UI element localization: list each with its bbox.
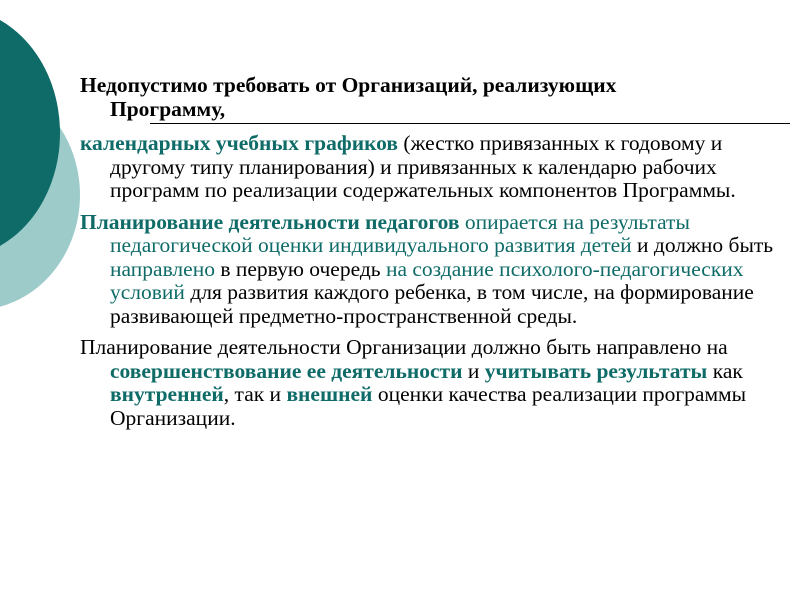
heading-line2: Программу, bbox=[110, 96, 226, 121]
p2-text-2: в первую очередь bbox=[214, 256, 386, 281]
p2-text-1: и должно быть bbox=[631, 233, 774, 257]
p3-text-4: , так и bbox=[223, 382, 287, 406]
slide-body bbox=[80, 74, 780, 438]
p2-highlight-1: Планирование деятельности педагогов bbox=[80, 209, 460, 234]
p3-highlight-4: внешней bbox=[286, 382, 373, 406]
p2-highlight-3: направлено bbox=[110, 256, 215, 281]
paragraph-planning-organization bbox=[80, 336, 780, 430]
p3-highlight-1: совершенствование ее деятельности bbox=[110, 358, 463, 383]
p2-highlight-4: на создание психолого-педагогических условий bbox=[110, 256, 744, 304]
p2-highlight-2: опирается на результаты педагогической оценки индивидуального развития детей bbox=[110, 209, 690, 257]
p1-highlight: календарных учебных графиков bbox=[80, 131, 399, 155]
p3-text-2: и bbox=[462, 358, 485, 383]
paragraph-planning-teachers bbox=[80, 211, 780, 329]
paragraph-calendar bbox=[80, 132, 780, 203]
p3-text-3: как bbox=[707, 358, 743, 383]
p3-text-1: Планирование деятельности Организации должно быть направлено на bbox=[80, 335, 728, 359]
p3-text-5: оценки качества реализации программы Организации. bbox=[110, 382, 747, 430]
p2-text-3: для развития каждого ребенка, в том числе, на формирование развивающей предметно-пространственной среды. bbox=[110, 280, 754, 328]
p3-highlight-2: учитывать результаты bbox=[484, 358, 708, 383]
slide-heading bbox=[80, 74, 780, 124]
heading-line1: Недопустимо требовать от Организаций, реализующих bbox=[80, 73, 617, 97]
p1-text: (жестко привязанных к годовому и другому типу планирования) и привязанных к календарю рабочих программ по реализации содержательных компонентов Программы. bbox=[110, 131, 736, 202]
fill-in-line bbox=[150, 123, 790, 124]
p3-highlight-3: внутренней bbox=[110, 382, 224, 406]
